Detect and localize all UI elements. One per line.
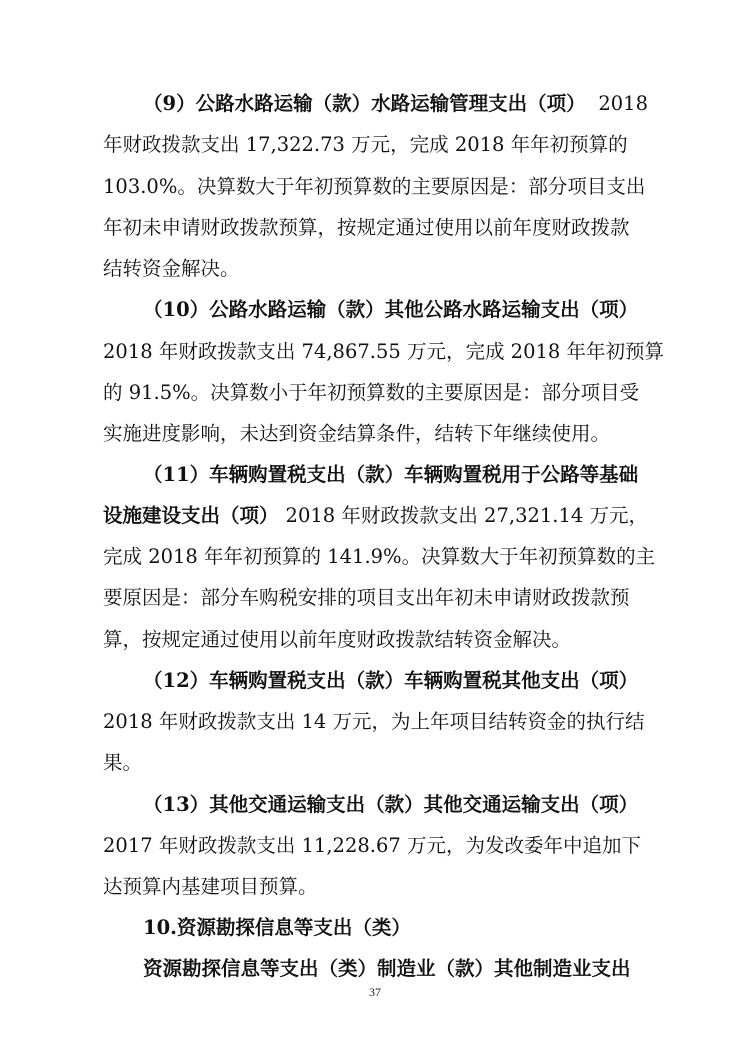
para-11-line-2 (103, 501, 648, 531)
para-10-line-1 (143, 295, 648, 325)
para-11-line-3: 完成 2018 年年初预算的 141.9%。决算数大于年初预算数的主 (103, 545, 656, 568)
para-12-heading: （12）车辆购置税支出（款）车辆购置税其他支出（项） (143, 669, 639, 692)
section-heading-10-text: 10.资源勘探信息等支出（类） (143, 916, 411, 939)
para-10-line-4: 实施进度影响，未达到资金结算条件，结转下年继续使用。 (103, 422, 611, 445)
para-10-heading: （10）公路水路运输（款）其他公路水路运输支出（项） (143, 298, 639, 321)
para-9-line-1 (143, 89, 648, 119)
para-9-line-2: 年财政拨款支出 17,322.73 万元，完成 2018 年年初预算的 (103, 133, 628, 156)
para-11-line-5: 算，按规定通过使用以前年度财政拨款结转资金解决。 (103, 628, 572, 651)
para-11-line-1 (143, 460, 648, 490)
para-12-line-2: 2018 年财政拨款支出 14 万元，为上年项目结转资金的执行结 (103, 710, 645, 733)
para-11-heading-part-1: （11）车辆购置税支出（款）车辆购置税用于公路等基础 (143, 463, 639, 486)
para-9-line-3: 103.0%。决算数大于年初预算数的主要原因是：部分项目支出 (103, 175, 646, 198)
para-9-line-4: 年初未申请财政拨款预算，按规定通过使用以前年度财政拨款 (103, 216, 630, 239)
para-9-heading: （9）公路水路运输（款）水路运输管理支出（项） (143, 92, 586, 115)
para-resource-line-1 (143, 954, 648, 984)
para-10-line-3: 的 91.5%。决算数小于年初预算数的主要原因是：部分项目受 (103, 381, 640, 404)
para-11-line-2-text: 2018 年财政拨款支出 27,321.14 万元， (285, 504, 648, 527)
para-12-line-3: 果。 (103, 751, 143, 774)
para-9-line-1-text: 2018 (598, 92, 648, 115)
para-11-line-4: 要原因是：部分车购税安排的项目支出年初未申请财政拨款预 (103, 586, 630, 609)
para-11-heading-part-2: 设施建设支出（项） (103, 504, 279, 527)
para-12-line-1 (143, 666, 648, 696)
section-heading-10 (143, 913, 648, 943)
page-number: 37 (369, 985, 381, 999)
para-13-line-3: 达预算内基建项目预算。 (103, 875, 318, 898)
para-10-line-2: 2018 年财政拨款支出 74,867.55 万元，完成 2018 年年初预算 (103, 340, 664, 363)
para-13-line-1 (143, 790, 648, 820)
para-9-line-5: 结转资金解决。 (103, 257, 240, 280)
para-13-heading: （13）其他交通运输支出（款）其他交通运输支出（项） (143, 793, 639, 816)
para-resource-heading: 资源勘探信息等支出（类）制造业（款）其他制造业支出 (143, 957, 631, 980)
para-13-line-2: 2017 年财政拨款支出 11,228.67 万元，为发改委年中追加下 (103, 834, 641, 857)
